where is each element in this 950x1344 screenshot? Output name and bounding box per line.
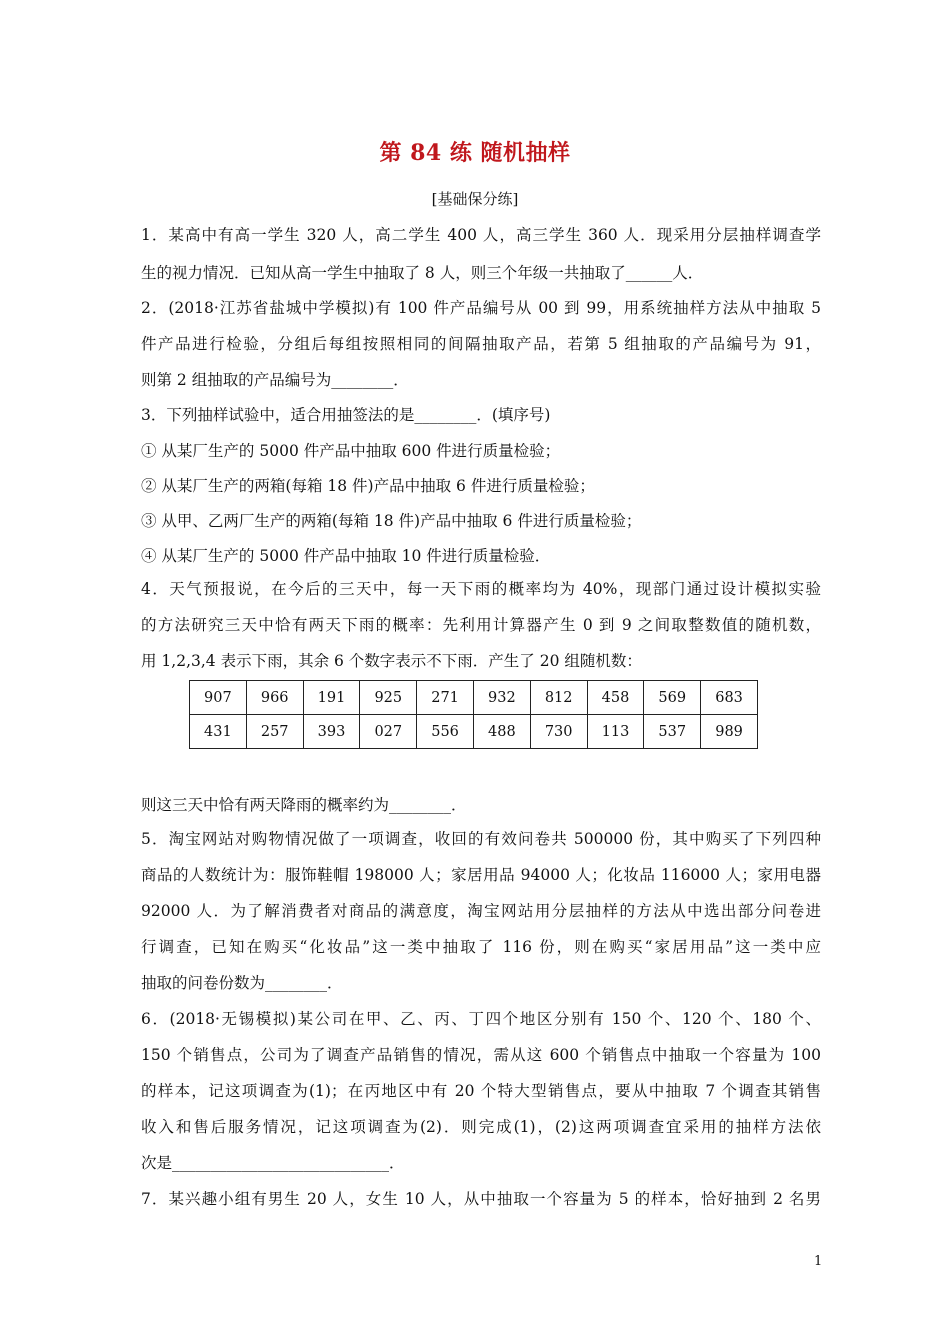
- text-line: 4．天气预报说，在今后的三天中，每一天下雨的概率均为 40%，现部门通过设计模拟实验: [141, 580, 821, 598]
- text-line: 92000 人．为了解消费者对商品的满意度，淘宝网站用分层抽样的方法从中选出部分问卷进: [141, 902, 821, 920]
- table-cell: 393: [303, 715, 360, 749]
- table-cell: 488: [473, 715, 530, 749]
- section-label: [基础保分练]: [431, 190, 519, 208]
- text-line: 行调查，已知在购买“化妆品”这一类中抽取了 116 份，则在购买“家居用品”这一类中应: [141, 938, 821, 956]
- text-line: 3．下列抽样试验中，适合用抽签法的是________．(填序号): [141, 406, 551, 424]
- table-cell: 907: [190, 681, 247, 715]
- table-cell: 027: [360, 715, 417, 749]
- text-line: 商品的人数统计为：服饰鞋帽 198000 人；家居用品 94000 人；化妆品 116000 人；家用电器: [141, 866, 821, 884]
- table-cell: 271: [417, 681, 474, 715]
- table-cell: 966: [246, 681, 303, 715]
- random-number-table: [189, 680, 758, 749]
- table-cell: 257: [246, 715, 303, 749]
- table-cell: 537: [644, 715, 701, 749]
- text-line: 7．某兴趣小组有男生 20 人，女生 10 人，从中抽取一个容量为 5 的样本，恰好抽到 2 名男: [141, 1190, 821, 1208]
- page-number: 1: [814, 1254, 823, 1269]
- text-line: 次是____________________________．: [141, 1154, 405, 1172]
- text-line: 则第 2 组抽取的产品编号为________．: [141, 371, 409, 389]
- text-line: 件产品进行检验，分组后每组按照相同的间隔抽取产品，若第 5 组抽取的产品编号为 91，: [141, 335, 821, 353]
- table-row: [190, 715, 758, 749]
- table-row: [190, 681, 758, 715]
- table-cell: 458: [587, 681, 644, 715]
- text-line: 5．淘宝网站对购物情况做了一项调查，收回的有效问卷共 500000 份，其中购买了下列四种: [141, 830, 821, 848]
- table-cell: 556: [417, 715, 474, 749]
- table-cell: 812: [530, 681, 587, 715]
- text-line: 则这三天中恰有两天降雨的概率约为________．: [141, 796, 467, 814]
- table-cell: 113: [587, 715, 644, 749]
- text-line: ④ 从某厂生产的 5000 件产品中抽取 10 件进行质量检验．: [141, 547, 551, 565]
- text-line: 2．(2018·江苏省盐城中学模拟)有 100 件产品编号从 00 到 99，用系统抽样方法从中抽取 5: [141, 299, 821, 317]
- text-line: 抽取的问卷份数为________．: [141, 974, 343, 992]
- table-cell: 191: [303, 681, 360, 715]
- text-line: 6．(2018·无锡模拟)某公司在甲、乙、丙、丁四个地区分别有 150 个、120 个、180 个、: [141, 1010, 821, 1028]
- table-cell: 730: [530, 715, 587, 749]
- text-line: 收入和售后服务情况，记这项调查为(2)．则完成(1)，(2)这两项调查宜采用的抽样方法依: [141, 1118, 821, 1136]
- text-line: ① 从某厂生产的 5000 件产品中抽取 600 件进行质量检验；: [141, 442, 561, 460]
- table-cell: 569: [644, 681, 701, 715]
- text-line: 的方法研究三天中恰有两天下雨的概率：先利用计算器产生 0 到 9 之间取整数值的随机数，: [141, 616, 821, 634]
- table-cell: 925: [360, 681, 417, 715]
- text-line: 150 个销售点，公司为了调查产品销售的情况，需从这 600 个销售点中抽取一个容量为 100: [141, 1046, 821, 1064]
- table-cell: 932: [473, 681, 530, 715]
- page-title: 第 84 练 随机抽样: [379, 140, 571, 166]
- text-line: ③ 从甲、乙两厂生产的两箱(每箱 18 件)产品中抽取 6 件进行质量检验；: [141, 512, 642, 530]
- text-line: 用 1,2,3,4 表示下雨，其余 6 个数字表示不下雨．产生了 20 组随机数：: [141, 652, 642, 670]
- table-cell: 989: [701, 715, 758, 749]
- table-cell: 683: [701, 681, 758, 715]
- text-line: 1．某高中有高一学生 320 人，高二学生 400 人，高三学生 360 人．现采用分层抽样调查学: [141, 226, 821, 244]
- text-line: 生的视力情况．已知从高一学生中抽取了 8 人，则三个年级一共抽取了______人．: [141, 264, 704, 282]
- text-line: ② 从某厂生产的两箱(每箱 18 件)产品中抽取 6 件进行质量检验；: [141, 477, 595, 495]
- table-cell: 431: [190, 715, 247, 749]
- text-line: 的样本，记这项调查为(1)；在丙地区中有 20 个特大型销售点，要从中抽取 7 个调查其销售: [141, 1082, 821, 1100]
